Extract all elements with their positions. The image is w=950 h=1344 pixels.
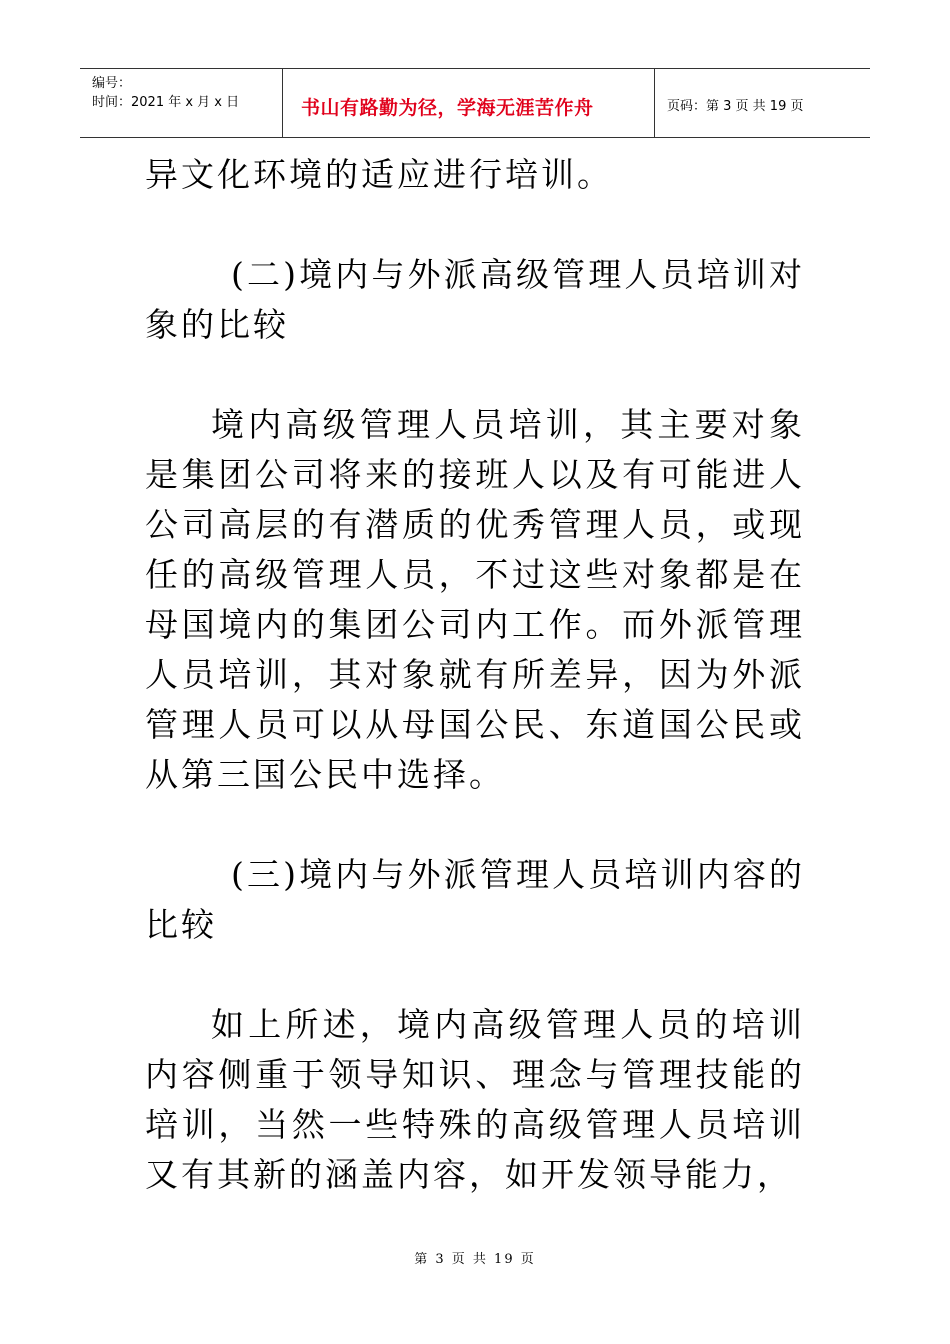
header-meta-cell [80, 69, 283, 137]
doc-number-label: 编号： [92, 76, 132, 91]
page-footer: 第 3 页 共 19 页 [414, 1252, 536, 1267]
paragraph-training-content: 如上所述，境内高级管理人员的培训内容侧重于领导知识、理念与管理技能的培训，当然一些特殊的高级管理人员培训又有其新的涵盖内容，如开发领导能力， [145, 1005, 805, 1194]
header-page-info: 页码：第 3 页 共 19 页 [667, 99, 804, 114]
page-header [80, 68, 870, 138]
doc-time-line: 时间：2021 年 x 月 x 日 [92, 95, 240, 110]
section-heading-2: (二)境内与外派高级管理人员培训对象的比较 [145, 255, 805, 344]
header-motto: 书山有路勤为径，学海无涯苦作舟 [301, 97, 594, 119]
document-body [145, 150, 805, 1200]
paragraph-continuation: 异文化环境的适应进行培训。 [145, 155, 613, 194]
paragraph-training-targets: 境内高级管理人员培训，其主要对象是集团公司将来的接班人以及有可能进人公司高层的有潜质的优秀管理人员，或现任的高级管理人员，不过这些对象都是在母国境内的集团公司内工作。而外派管理人员培训，其对象就有所差异，因为外派管理人员可以从母国公民、东道国公民或从第三国公民中选择。 [145, 405, 805, 794]
header-motto-cell [283, 69, 655, 137]
header-page-cell [655, 69, 870, 137]
section-heading-3: (三)境内与外派管理人员培训内容的比较 [145, 855, 805, 944]
